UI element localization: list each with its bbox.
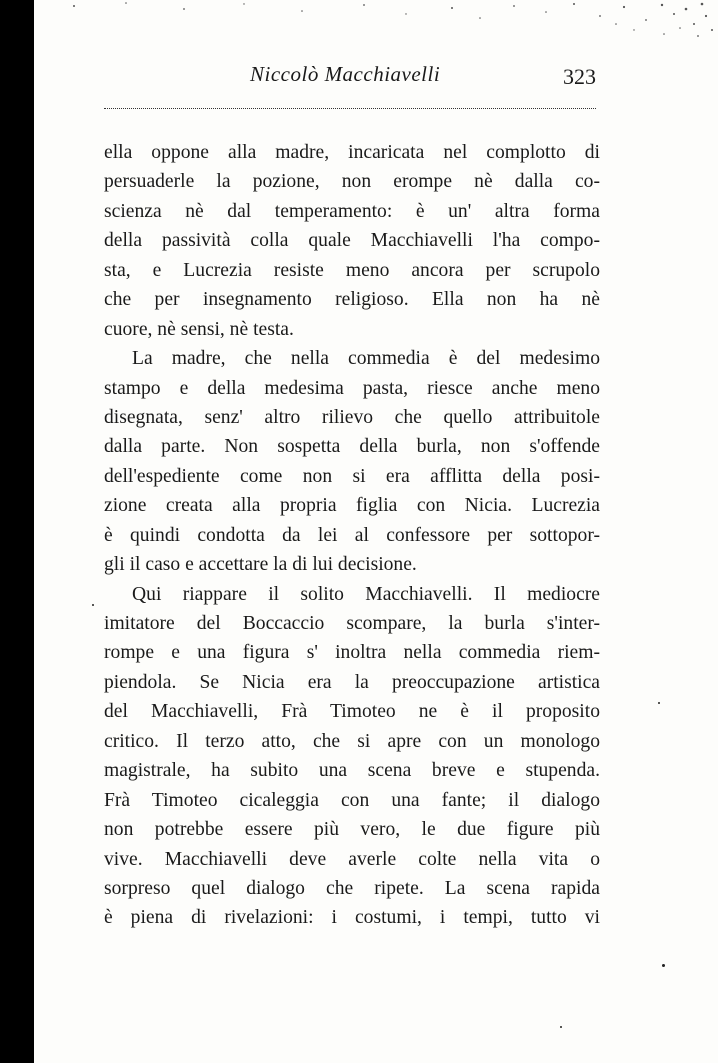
text-line: persuaderle la pozione, non erompe nè dalla co-: [104, 171, 600, 193]
text-line: sta, e Lucrezia resiste meno ancora per scrupolo: [104, 259, 600, 281]
paragraph: [104, 580, 600, 933]
text-line: disegnata, senz' altro rilievo che quello attribuitole: [104, 406, 600, 428]
text-line: è piena di rivelazioni: i costumi, i tempi, tutto vi: [104, 907, 600, 929]
running-title: Niccolò Macchiavelli: [250, 62, 441, 86]
text-line: gli il caso e accettare la di lui decisione.: [104, 554, 417, 576]
paragraph: [104, 344, 600, 580]
text-line: della passività colla quale Macchiavelli l'ha compo-: [104, 230, 600, 252]
text-line: ella oppone alla madre, incaricata nel complotto di: [104, 142, 600, 163]
text-line: sorpreso quel dialogo che ripete. La scena rapida: [104, 877, 600, 899]
paragraph: [104, 138, 600, 344]
text-line: zione creata alla propria figlia con Nicia. Lucrezia: [104, 495, 600, 517]
text-line: scienza nè dal temperamento: è un' altra forma: [104, 200, 600, 222]
text-line: stampo e della medesima pasta, riesce anche meno: [104, 377, 600, 399]
text-line: rompe e una figura s' inoltra nella commedia riem-: [104, 642, 600, 664]
page-number: 323: [563, 64, 596, 89]
scan-speck: [662, 964, 665, 967]
scan-noise: [34, 0, 718, 46]
text-line: dalla parte. Non sospetta della burla, non s'offende: [104, 436, 600, 458]
binding-shadow: [0, 0, 34, 1063]
text-line: del Macchiavelli, Frà Timoteo ne è il proposito: [104, 701, 600, 723]
text-line: piendola. Se Nicia era la preoccupazione artistica: [104, 671, 600, 693]
text-line: non potrebbe essere più vero, le due figure più: [104, 819, 600, 841]
text-line: cuore, nè sensi, nè testa.: [104, 318, 294, 340]
text-line: che per insegnamento religioso. Ella non ha nè: [104, 289, 600, 311]
scan-speck: [658, 702, 660, 704]
scan-speck: [92, 604, 94, 606]
text-line: Qui riappare il solito Macchiavelli. Il mediocre: [132, 583, 600, 605]
text-line: vive. Macchiavelli deve averle colte nella vita o: [104, 848, 600, 870]
text-line: dell'espediente come non si era afflitta della posi-: [104, 465, 600, 487]
text-line: La madre, che nella commedia è del medesimo: [132, 348, 600, 370]
text-line: magistrale, ha subito una scena breve e stupenda.: [104, 760, 600, 782]
scan-speck: [560, 1026, 562, 1028]
text-line: imitatore del Boccaccio scompare, la burla s'inter-: [104, 613, 600, 634]
text-line: Frà Timoteo cicaleggia con una fante; il dialogo: [104, 789, 600, 811]
text-line: critico. Il terzo atto, che si apre con un monologo: [104, 730, 600, 752]
header-rule: [104, 108, 596, 109]
body-text: [104, 138, 600, 933]
text-line: è quindi condotta da lei al confessore per sottopor-: [104, 524, 600, 546]
page-header: [104, 62, 600, 92]
